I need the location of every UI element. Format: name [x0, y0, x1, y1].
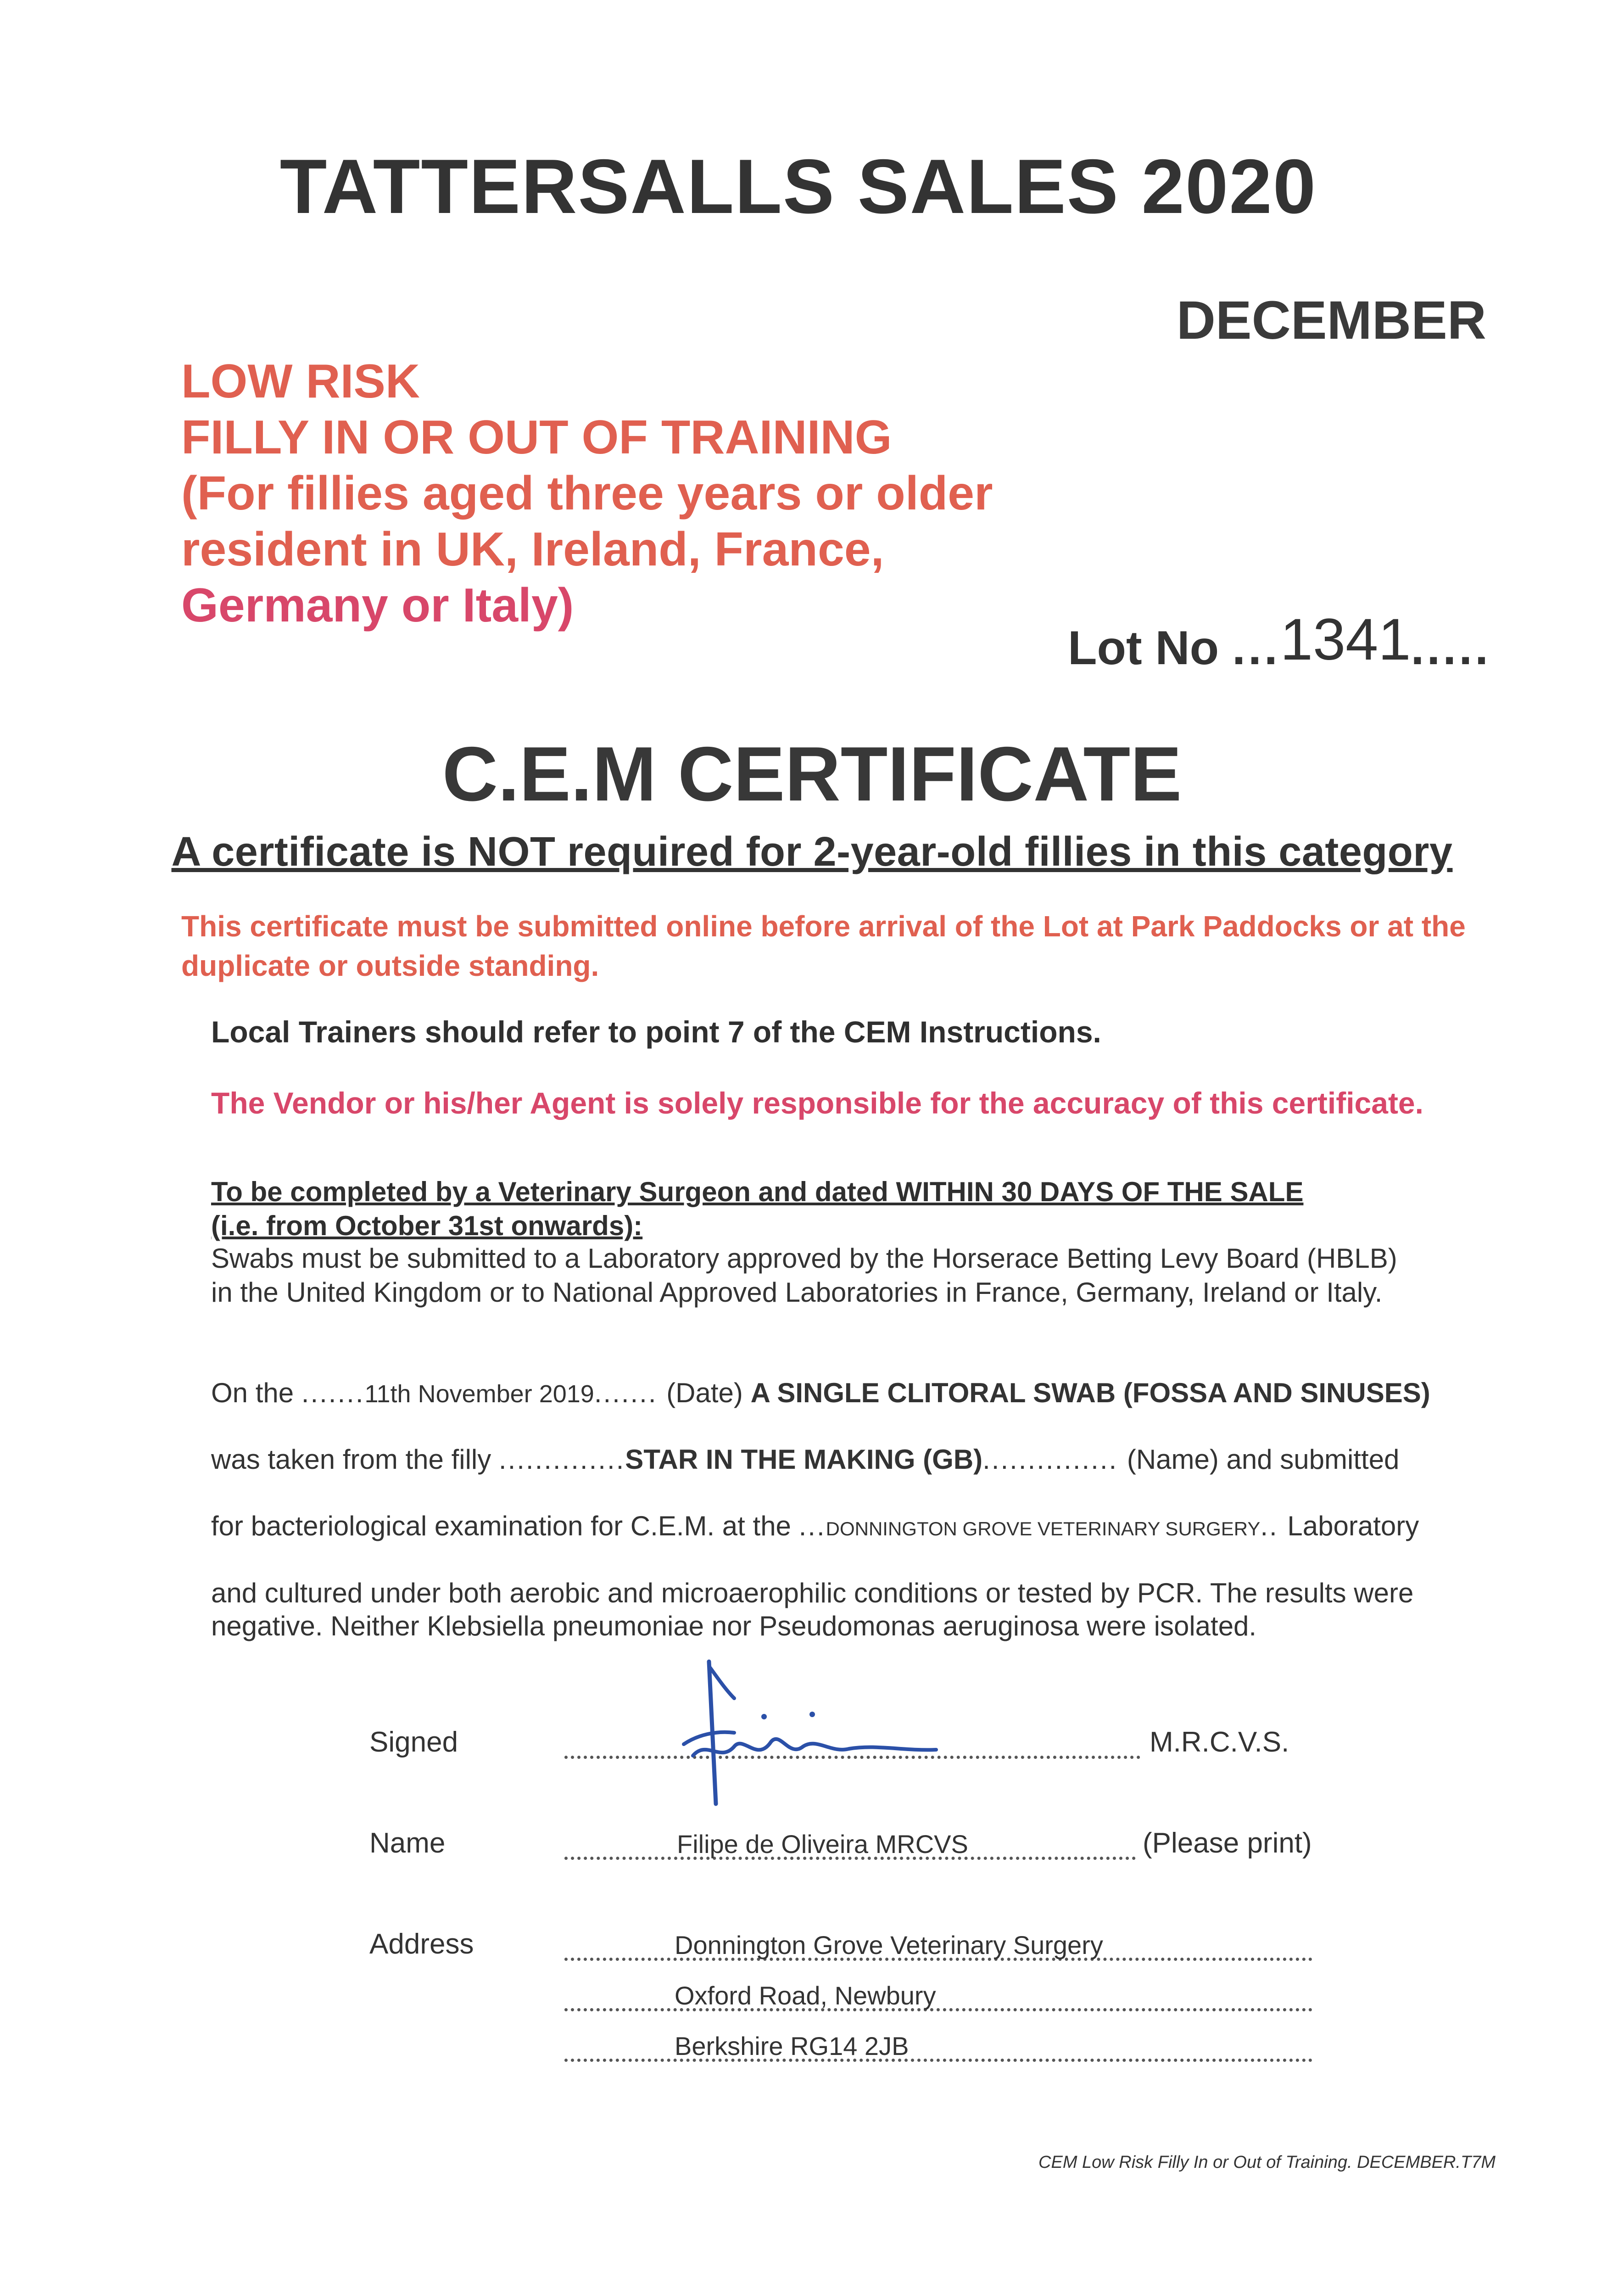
exam-prefix: for bacteriological examination for C.E.M. at the — [211, 1511, 791, 1541]
category-line: resident in UK, Ireland, France, — [181, 523, 884, 576]
signature-image — [665, 1648, 950, 1822]
vet-name-field[interactable]: Filipe de Oliveira MRCVS — [677, 1830, 968, 1858]
sale-month: DECEMBER — [1176, 290, 1486, 351]
footer-reference: CEM Low Risk Filly In or Out of Training. DECEMBER.T7M — [1038, 2153, 1496, 2172]
please-print-label: (Please print) — [1143, 1827, 1312, 1859]
lab-suffix: Laboratory — [1287, 1511, 1419, 1541]
date-suffix: (Date) — [666, 1377, 743, 1408]
submit-notice: This certificate must be submitted online before arrival of the Lot at Park Paddocks or at the duplicate or outside standing. — [181, 910, 1466, 982]
vendor-notice: The Vendor or his/her Agent is solely responsible for the accuracy of this certificate. — [211, 1086, 1423, 1120]
laboratory-field[interactable]: DONNINGTON GROVE VETERINARY SURGERY — [826, 1518, 1261, 1539]
address-line-field[interactable]: Donnington Grove Veterinary Surgery — [675, 1931, 1103, 1959]
lot-number-field: Lot No ...1341..... — [1067, 607, 1491, 675]
taken-from-label: was taken from the filly — [211, 1444, 491, 1475]
category-line: FILLY IN OR OUT OF TRAINING — [181, 411, 892, 464]
filly-name-field[interactable]: STAR IN THE MAKING (GB) — [625, 1444, 983, 1475]
date-field[interactable]: 11th November 2019 — [364, 1380, 594, 1408]
local-trainers-notice: Local Trainers should refer to point 7 of the CEM Instructions. — [211, 1015, 1101, 1049]
vet-heading-line: To be completed by a Veterinary Surgeon and dated WITHIN 30 DAYS OF THE SALE — [211, 1176, 1304, 1207]
address-line-field[interactable]: Oxford Road, Newbury — [675, 1981, 936, 2010]
mrcvs-label: M.R.C.V.S. — [1150, 1726, 1289, 1758]
laboratory-line: for bacteriological examination for C.E.M. at the ...DONNINGTON GROVE VETERINARY SURGERY.. Laboratory — [211, 1511, 1419, 1541]
results-statement — [211, 1577, 1413, 1643]
lot-label: Lot No — [1067, 621, 1219, 675]
page-title: TATTERSALLS SALES 2020 — [279, 143, 1317, 230]
address-line-field[interactable]: Berkshire RG14 2JB — [675, 2032, 909, 2060]
category-line: (For fillies aged three years or older — [181, 467, 993, 520]
results-line: and cultured under both aerobic and microaerophilic conditions or tested by PCR. The results were — [211, 1578, 1414, 1608]
swabs-line: Swabs must be submitted to a Laboratory approved by the Horserace Betting Levy Board (HBLB) — [211, 1243, 1397, 1274]
category-block — [181, 353, 993, 633]
category-line: LOW RISK — [181, 355, 420, 408]
signed-label: Signed — [369, 1726, 458, 1758]
name-suffix: (Name) and submitted — [1127, 1444, 1400, 1475]
results-line: negative. Neither Klebsiella pneumoniae nor Pseudomonas aeruginosa were isolated. — [211, 1611, 1257, 1641]
vet-heading-line: (i.e. from October 31st onwards): — [211, 1210, 643, 1241]
category-line: Germany or Italy) — [181, 579, 574, 632]
swabs-line: in the United Kingdom or to National Approved Laboratories in France, Germany, Ireland or Italy. — [211, 1277, 1383, 1308]
lot-number: 1341 — [1280, 607, 1411, 672]
date-line: On the .......11th November 2019....... (Date) A SINGLE CLITORAL SWAB (FOSSA AND SINUSES) — [211, 1377, 1430, 1408]
swab-type: A SINGLE CLITORAL SWAB (FOSSA AND SINUSES) — [750, 1377, 1430, 1408]
address-label: Address — [369, 1928, 474, 1960]
name-label: Name — [369, 1827, 446, 1859]
on-the-label: On the — [211, 1377, 294, 1408]
filly-line: was taken from the filly ..............STAR IN THE MAKING (GB)............... (Name) and submitted — [211, 1444, 1400, 1475]
certificate-title: C.E.M CERTIFICATE — [442, 731, 1182, 817]
not-required-notice: A certificate is NOT required for 2-year-old fillies in this category — [171, 829, 1453, 875]
vet-instructions-heading — [211, 1175, 1303, 1243]
swabs-instructions — [211, 1242, 1397, 1310]
